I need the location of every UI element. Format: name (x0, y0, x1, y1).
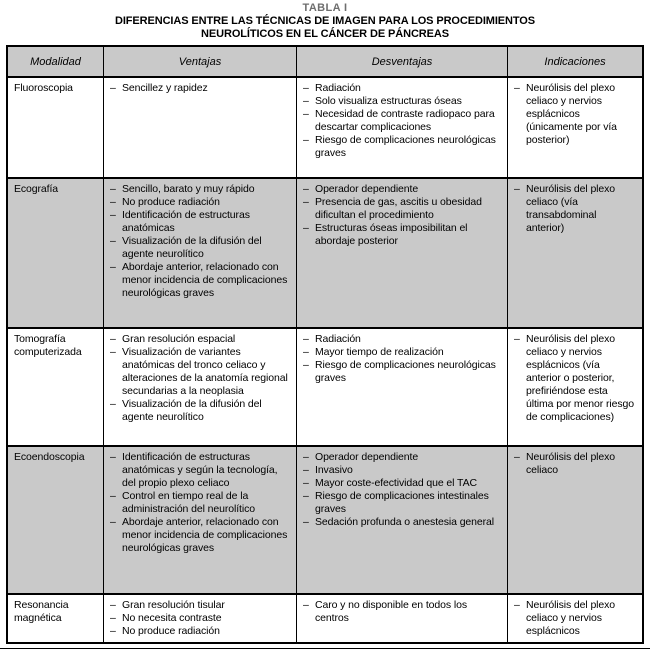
ventajas-cell (104, 329, 297, 445)
bullet-item (110, 235, 290, 261)
bullet-item (110, 516, 290, 555)
dash-bullet: – (303, 134, 309, 146)
desventajas-cell (297, 78, 508, 177)
dash-bullet: – (303, 451, 309, 463)
desventajas-cell (297, 179, 508, 327)
dash-bullet: – (110, 398, 116, 410)
table-title-line1: DIFERENCIAS ENTRE LAS TÉCNICAS DE IMAGEN PARA LOS PROCEDIMIENTOS (115, 15, 535, 27)
dash-bullet: – (514, 599, 520, 611)
bullet-text: Radiación (315, 82, 361, 94)
bullet-item (303, 222, 501, 248)
table-caption (0, 2, 650, 41)
dash-bullet: – (303, 108, 309, 120)
bullet-text: Operador dependiente (315, 183, 419, 195)
bullet-text: No necesita contraste (122, 612, 222, 624)
bullet-text: Visualización de la difusión del agente neurolítico (122, 398, 262, 423)
dash-bullet: – (110, 451, 116, 463)
dash-bullet: – (110, 333, 116, 345)
indicaciones-cell (508, 447, 642, 593)
dash-bullet: – (110, 612, 116, 624)
bullet-item (514, 451, 636, 477)
dash-bullet: – (303, 359, 309, 371)
bullet-text: Estructuras óseas imposibilitan el abordaje posterior (315, 222, 468, 247)
modality-label: Resonancia magnética (8, 595, 104, 642)
bullet-item (303, 108, 501, 134)
desventajas-cell (297, 447, 508, 593)
dash-bullet: – (303, 464, 309, 476)
bullet-item (303, 183, 501, 196)
page-divider-line (0, 648, 650, 649)
bullet-item (514, 82, 636, 147)
dash-bullet: – (303, 490, 309, 502)
bullet-item (514, 599, 636, 638)
indicaciones-cell (508, 595, 642, 642)
dash-bullet: – (110, 599, 116, 611)
table-row-ecografia (8, 179, 642, 329)
bullet-text: No produce radiación (122, 625, 220, 637)
table-row-resonancia-magnetica (8, 595, 642, 642)
dash-bullet: – (110, 183, 116, 195)
bullet-item (110, 612, 290, 625)
bullet-item (303, 516, 501, 529)
bullet-text: Caro y no disponible en todos los centros (315, 599, 467, 624)
dash-bullet: – (303, 333, 309, 345)
bullet-text: Solo visualiza estructuras óseas (315, 95, 462, 107)
table-row-ecoendoscopia (8, 447, 642, 595)
bullet-text: Identificación de estructuras anatómicas y según la tecnología, del propio plexo celiaco (122, 451, 278, 489)
bullet-item (514, 183, 636, 235)
bullet-text: Mayor tiempo de realización (315, 346, 444, 358)
dash-bullet: – (514, 333, 520, 345)
document-page (0, 2, 650, 649)
bullet-item (110, 599, 290, 612)
indicaciones-cell (508, 329, 642, 445)
indicaciones-cell (508, 78, 642, 177)
dash-bullet: – (110, 346, 116, 358)
dash-bullet: – (110, 82, 116, 94)
bullet-text: Radiación (315, 333, 361, 345)
dash-bullet: – (303, 516, 309, 528)
bullet-text: Riesgo de complicaciones intestinales graves (315, 490, 489, 515)
bullet-item (110, 261, 290, 300)
table-header-row (8, 47, 642, 78)
bullet-item (110, 398, 290, 424)
bullet-text: Operador dependiente (315, 451, 419, 463)
dash-bullet: – (303, 346, 309, 358)
bullet-text: Abordaje anterior, relacionado con menor incidencia de complicaciones neurológicas graves (122, 261, 288, 299)
bullet-item (303, 359, 501, 385)
bullet-item (110, 346, 290, 398)
dash-bullet: – (303, 477, 309, 489)
column-header-ventajas: Ventajas (104, 47, 297, 76)
bullet-item (303, 95, 501, 108)
dash-bullet: – (110, 625, 116, 637)
bullet-text: Control en tiempo real de la administración del neurolítico (122, 490, 255, 515)
column-header-desventajas: Desventajas (297, 47, 508, 76)
bullet-item (110, 333, 290, 346)
table-row-fluoroscopia (8, 78, 642, 179)
bullet-text: Neurólisis del plexo celiaco (526, 451, 616, 476)
bullet-text: Invasivo (315, 464, 353, 476)
bullet-item (110, 625, 290, 638)
bullet-item (303, 490, 501, 516)
bullet-item (303, 451, 501, 464)
comparison-table (6, 45, 644, 644)
ventajas-cell (104, 447, 297, 593)
bullet-text: Neurólisis del plexo celiaco y nervios esplácnicos (únicamente por vía posterior) (526, 82, 617, 146)
bullet-text: Visualización de la difusión del agente neurolítico (122, 235, 262, 260)
bullet-item (303, 196, 501, 222)
bullet-item (303, 477, 501, 490)
dash-bullet: – (110, 235, 116, 247)
bullet-text: Neurólisis del plexo celiaco y nervios esplácnicos (526, 599, 616, 637)
bullet-item (110, 209, 290, 235)
bullet-item (303, 82, 501, 95)
bullet-text: Sencillo, barato y muy rápido (122, 183, 255, 195)
dash-bullet: – (303, 95, 309, 107)
bullet-item (303, 134, 501, 160)
dash-bullet: – (110, 261, 116, 273)
bullet-item (110, 82, 290, 95)
bullet-text: Sedación profunda o anestesia general (315, 516, 495, 528)
dash-bullet: – (303, 222, 309, 234)
modality-label: Tomografía computerizada (8, 329, 104, 445)
dash-bullet: – (514, 451, 520, 463)
modality-label: Fluoroscopia (8, 78, 104, 177)
table-row-tomografia-computerizada (8, 329, 642, 447)
column-header-indicaciones: Indicaciones (508, 47, 642, 76)
ventajas-cell (104, 78, 297, 177)
bullet-text: Gran resolución tisular (122, 599, 225, 611)
ventajas-cell (104, 179, 297, 327)
bullet-text: Neurólisis del plexo celiaco y nervios esplácnicos (vía anterior o posterior, prefiriéndose esta última por menor riesgo de complicaciones) (526, 333, 634, 423)
modality-label: Ecoendoscopia (8, 447, 104, 593)
bullet-item (303, 464, 501, 477)
bullet-text: Riesgo de complicaciones neurológicas graves (315, 134, 496, 159)
bullet-item (110, 183, 290, 196)
dash-bullet: – (303, 599, 309, 611)
bullet-text: Presencia de gas, ascitis u obesidad dificultan el procedimiento (315, 196, 482, 221)
bullet-item (303, 346, 501, 359)
bullet-text: Visualización de variantes anatómicas del tronco celiaco y alteraciones de la anatomía regional secundarias a la neoplasia (122, 346, 288, 397)
dash-bullet: – (110, 490, 116, 502)
bullet-text: No produce radiación (122, 196, 220, 208)
bullet-text: Abordaje anterior, relacionado con menor incidencia de complicaciones neurológicas graves (122, 516, 288, 554)
dash-bullet: – (110, 196, 116, 208)
bullet-text: Neurólisis del plexo celiaco (vía transabdominal anterior) (526, 183, 616, 234)
table-title-line2: NEUROLÍTICOS EN EL CÁNCER DE PÁNCREAS (201, 28, 449, 40)
bullet-item (110, 490, 290, 516)
bullet-item (514, 333, 636, 424)
desventajas-cell (297, 595, 508, 642)
bullet-item (303, 599, 501, 625)
modality-label: Ecografía (8, 179, 104, 327)
column-header-modalidad: Modalidad (8, 47, 104, 76)
bullet-text: Mayor coste-efectividad que el TAC (315, 477, 477, 489)
dash-bullet: – (303, 183, 309, 195)
indicaciones-cell (508, 179, 642, 327)
dash-bullet: – (514, 183, 520, 195)
dash-bullet: – (110, 516, 116, 528)
bullet-text: Necesidad de contraste radiopaco para descartar complicaciones (315, 108, 495, 133)
bullet-text: Sencillez y rapidez (122, 82, 208, 94)
desventajas-cell (297, 329, 508, 445)
bullet-item (303, 333, 501, 346)
bullet-text: Gran resolución espacial (122, 333, 236, 345)
bullet-text: Riesgo de complicaciones neurológicas graves (315, 359, 496, 384)
table-label: TABLA I (302, 2, 348, 14)
dash-bullet: – (303, 196, 309, 208)
bullet-text: Identificación de estructuras anatómicas (122, 209, 250, 234)
dash-bullet: – (303, 82, 309, 94)
dash-bullet: – (514, 82, 520, 94)
dash-bullet: – (110, 209, 116, 221)
ventajas-cell (104, 595, 297, 642)
bullet-item (110, 451, 290, 490)
bullet-item (110, 196, 290, 209)
